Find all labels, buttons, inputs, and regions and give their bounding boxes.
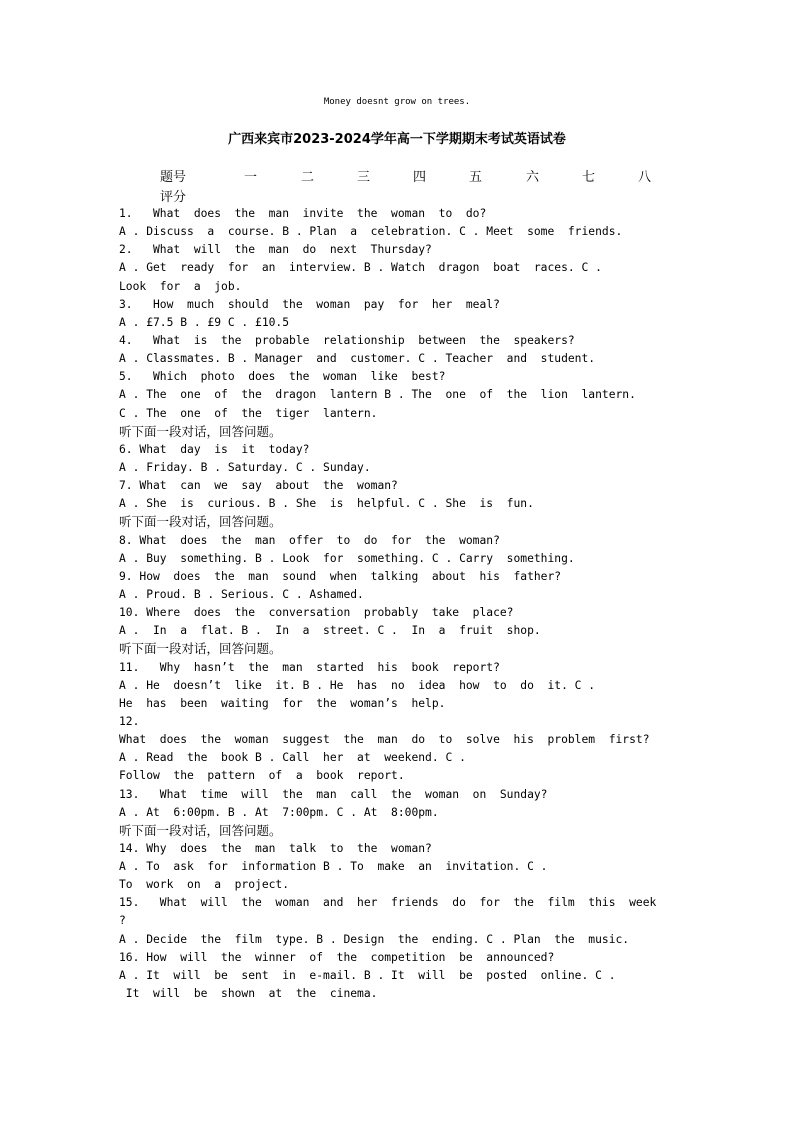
text-line: 7. What can we say about the woman? bbox=[119, 479, 398, 493]
text-line: A . He doesn’t like it. B . He has no idea how to do it. C . bbox=[119, 678, 596, 692]
text-line: A . In a flat. B . In a street. C . In a fruit shop. bbox=[119, 624, 541, 638]
text-line: 11. Why hasn’t the man started his book report? bbox=[119, 660, 500, 674]
text-line: 9. How does the man sound when talking about his father? bbox=[119, 569, 562, 583]
question-body bbox=[119, 205, 679, 1003]
text-line: 13. What time will the man call the woman on Sunday? bbox=[119, 787, 548, 801]
text-line: 16. How will the winner of the competition be announced? bbox=[119, 950, 555, 964]
text-line: A . At 6:00pm. B . At 7:00pm. C . At 8:00pm. bbox=[119, 805, 439, 819]
score-table-header bbox=[160, 166, 680, 184]
text-line: To work on a project. bbox=[119, 878, 290, 892]
section-instruction: 听下面一段对话，回答问题。 bbox=[119, 641, 282, 657]
text-line: A . £7.5 B . £9 C . £10.5 bbox=[119, 315, 290, 329]
text-line: A . Get ready for an interview. B . Watch dragon boat races. C . bbox=[119, 261, 602, 275]
motto: Money doesnt grow on trees. bbox=[323, 97, 471, 107]
score-col-5: 五 bbox=[469, 170, 483, 185]
text-line: 6. What day is it today? bbox=[119, 442, 310, 456]
score-row-label: 评分 bbox=[160, 190, 187, 205]
text-line: Look for a job. bbox=[119, 279, 242, 293]
text-line: A . Classmates. B . Manager and customer. C . Teacher and student. bbox=[119, 352, 596, 366]
text-line: A . Proud. B . Serious. C . Ashamed. bbox=[119, 587, 364, 601]
score-col-8: 八 bbox=[638, 170, 652, 185]
score-col-2: 二 bbox=[301, 170, 315, 185]
text-line: 15. What will the woman and her friends do for the film this week bbox=[119, 896, 657, 910]
exam-title: 广西来宾市2023-2024学年高一下学期期末考试英语试卷 bbox=[228, 132, 566, 147]
text-line: ? bbox=[119, 914, 126, 928]
text-line: A . Buy something. B . Look for something. C . Carry something. bbox=[119, 551, 575, 565]
text-line: 1. What does the man invite the woman to do? bbox=[119, 207, 487, 220]
text-line: 8. What does the man offer to do for the woman? bbox=[119, 533, 500, 547]
text-line: 10. Where does the conversation probably take place? bbox=[119, 606, 514, 620]
text-line: 2. What will the man do next Thursday? bbox=[119, 243, 432, 257]
text-line: 5. Which photo does the woman like best? bbox=[119, 370, 446, 384]
section-instruction: 听下面一段对话，回答问题。 bbox=[119, 514, 282, 530]
section-instruction: 听下面一段对话，回答问题。 bbox=[119, 423, 282, 439]
score-col-0: 题号 bbox=[160, 170, 187, 185]
text-line: C . The one of the tiger lantern. bbox=[119, 406, 378, 420]
text-line: It will be shown at the cinema. bbox=[119, 987, 378, 1001]
score-col-7: 七 bbox=[582, 170, 596, 185]
score-col-1: 一 bbox=[244, 170, 258, 185]
text-line: 3. How much should the woman pay for her meal? bbox=[119, 297, 500, 311]
score-col-3: 三 bbox=[357, 170, 371, 185]
text-line: What does the woman suggest the man do to solve his problem first? bbox=[119, 733, 650, 747]
text-line: He has been waiting for the woman’s help. bbox=[119, 696, 446, 710]
text-line: A . She is curious. B . She is helpful. C . She is fun. bbox=[119, 497, 534, 511]
text-line: A . To ask for information B . To make an invitation. C . bbox=[119, 860, 548, 874]
text-line: 12. bbox=[119, 714, 140, 728]
text-line: 4. What is the probable relationship between the speakers? bbox=[119, 333, 575, 347]
text-line: A . It will be sent in e-mail. B . It will be posted online. C . bbox=[119, 968, 616, 982]
text-line: A . Discuss a course. B . Plan a celebration. C . Meet some friends. bbox=[119, 225, 623, 239]
text-line: Follow the pattern of a book report. bbox=[119, 769, 405, 783]
text-line: A . The one of the dragon lantern B . The one of the lion lantern. bbox=[119, 388, 636, 402]
text-line: A . Decide the film type. B . Design the ending. C . Plan the music. bbox=[119, 932, 630, 946]
text-line: 14. Why does the man talk to the woman? bbox=[119, 841, 432, 855]
score-col-6: 六 bbox=[526, 170, 540, 185]
section-instruction: 听下面一段对话，回答问题。 bbox=[119, 822, 282, 838]
text-line: A . Read the book B . Call her at weekend. C . bbox=[119, 751, 466, 765]
text-line: A . Friday. B . Saturday. C . Sunday. bbox=[119, 460, 371, 474]
score-col-4: 四 bbox=[413, 170, 427, 185]
